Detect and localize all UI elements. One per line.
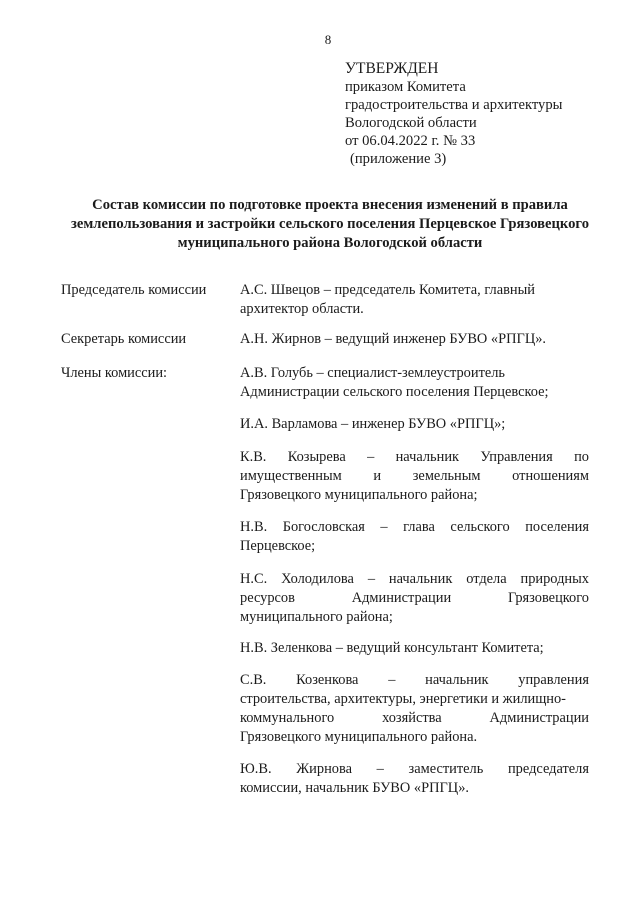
word: –	[380, 519, 388, 535]
word: имущественным	[240, 468, 342, 484]
entry-line: Администрации сельского поселения Перцевское;	[240, 384, 549, 400]
word: заместитель	[408, 761, 484, 777]
word: отношениям	[512, 468, 589, 484]
word: Ю.В.	[240, 761, 272, 777]
title-line-1: Состав комиссии по подготовке проекта внесения изменений в правила	[92, 197, 568, 213]
word: –	[367, 449, 375, 465]
word: –	[376, 761, 384, 777]
word: начальник	[388, 571, 453, 587]
member-6	[240, 639, 589, 658]
word: Жирнова	[296, 761, 352, 777]
entry-line: А.Н. Жирнов – ведущий инженер БУВО «РПГЦ».	[240, 331, 547, 347]
word: К.В.	[240, 449, 267, 465]
entry-line: И.А. Варламова – инженер БУВО «РПГЦ»;	[240, 416, 506, 432]
word: –	[388, 672, 396, 688]
entry-line: Перцевское;	[240, 538, 316, 554]
word: по	[574, 449, 589, 465]
member-3	[240, 448, 589, 505]
entry-line: А.С. Швецов – председатель Комитета, главный	[240, 282, 535, 298]
role-chair: Председатель комиссии	[61, 282, 207, 298]
approval-line-1: УТВЕРЖДЕН	[345, 60, 439, 77]
word: Богословская	[282, 519, 365, 535]
entry-secretary	[240, 330, 589, 349]
approval-line-6: (приложение 3)	[350, 151, 447, 167]
entry-line: строительства, архитектуры, энергетики и жилищно-	[240, 691, 566, 707]
word: Козырева	[287, 449, 346, 465]
word: начальник	[395, 449, 460, 465]
word: природных	[520, 571, 589, 587]
word: коммунального	[240, 710, 335, 726]
word: председателя	[507, 761, 589, 777]
document-title	[56, 196, 604, 253]
word: Управления	[480, 449, 553, 465]
justified-line	[240, 467, 589, 486]
word: хозяйства	[382, 710, 442, 726]
justified-line	[240, 518, 589, 537]
member-8	[240, 760, 589, 798]
word: глава	[403, 519, 435, 535]
role-secretary: Секретарь комиссии	[61, 331, 187, 347]
entry-line: Н.В. Зеленкова – ведущий консультант Комитета;	[240, 640, 544, 656]
member-2	[240, 415, 589, 434]
title-line-2: землепользования и застройки сельского поселения Перцевское Грязовецкого	[71, 216, 589, 232]
approval-line-2: приказом Комитета	[345, 79, 466, 95]
word: Н.В.	[240, 519, 268, 535]
member-4	[240, 518, 589, 556]
title-line-3: муниципального района Вологодской области	[177, 235, 483, 251]
entry-line: Грязовецкого муниципального района;	[240, 487, 478, 503]
word: Администрации	[489, 710, 589, 726]
word: ресурсов	[240, 590, 295, 606]
entry-line: Грязовецкого муниципального района.	[240, 729, 478, 745]
member-7	[240, 671, 589, 747]
approval-line-3: градостроительства и архитектуры	[345, 97, 563, 113]
word: С.В.	[240, 672, 267, 688]
entry-chair	[240, 281, 589, 319]
justified-line	[240, 570, 589, 589]
word: Н.С.	[240, 571, 268, 587]
justified-line	[240, 709, 589, 728]
entry-line: А.В. Голубь – специалист-землеустроитель	[240, 365, 505, 381]
approval-line-5: от 06.04.2022 г. № 33	[345, 133, 476, 149]
word: –	[367, 571, 376, 587]
word: управления	[518, 672, 589, 688]
justified-line	[240, 448, 589, 467]
approval-stamp	[345, 60, 562, 168]
word: земельным	[412, 468, 481, 484]
word: поселения	[525, 519, 589, 535]
entry-line: муниципального района;	[240, 609, 393, 625]
word: Администрации	[351, 590, 452, 606]
role-members: Члены комиссии:	[61, 365, 168, 381]
member-5	[240, 570, 589, 627]
word: Козенкова	[296, 672, 359, 688]
word: сельского	[450, 519, 510, 535]
justified-line	[240, 671, 589, 690]
member-1	[240, 364, 589, 402]
entry-line: архитектор области.	[240, 301, 364, 317]
approval-line-4: Вологодской области	[345, 115, 477, 131]
justified-line	[240, 760, 589, 779]
justified-line	[240, 589, 589, 608]
page-number: 8	[324, 32, 332, 47]
word: начальник	[425, 672, 489, 688]
word: Холодилова	[281, 571, 354, 587]
entry-line: комиссии, начальник БУВО «РПГЦ».	[240, 780, 469, 796]
word: Грязовецкого	[507, 590, 589, 606]
word: отдела	[466, 571, 507, 587]
word: и	[373, 468, 382, 484]
